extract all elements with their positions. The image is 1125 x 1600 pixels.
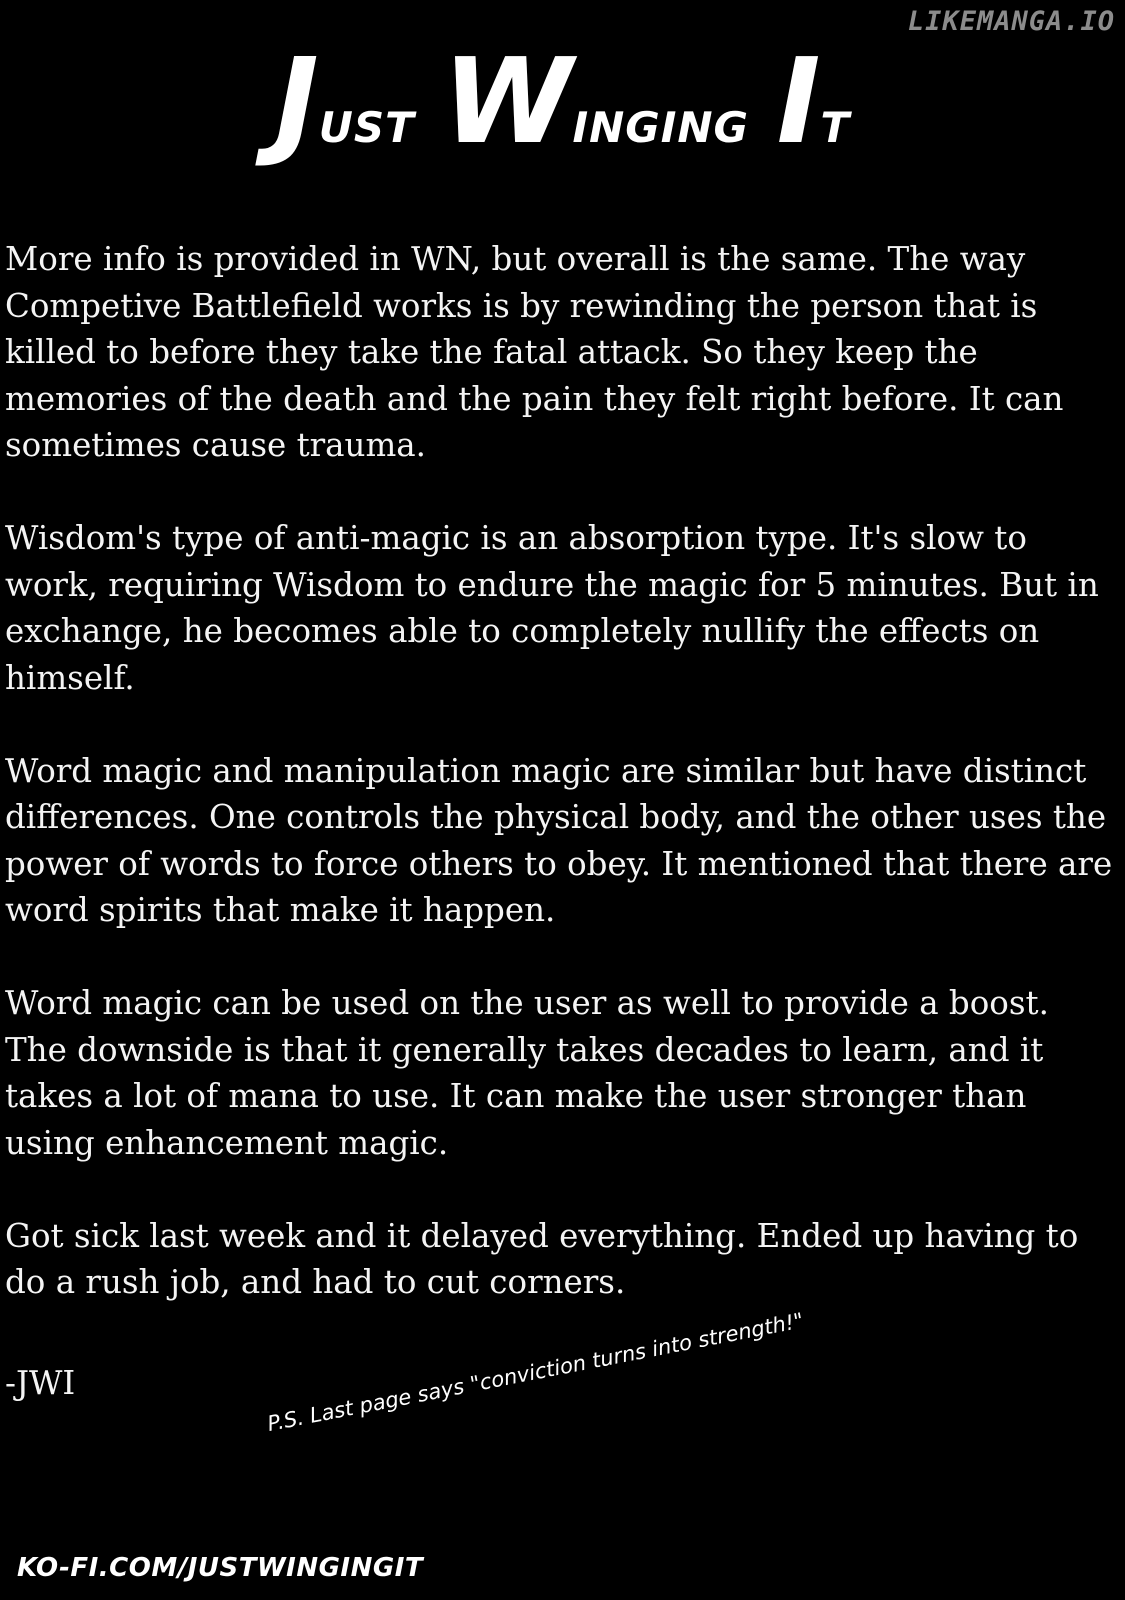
paragraph-competitive-battlefield: More info is provided in WN, but overall is the same. The way Competive Battlefield works is by rewinding the person that is killed to before they take the fatal attack. So they keep the memories of the death and the pain they felt right before. It can sometimes cause trauma. [5,240,1064,464]
logo-letter-w: W [442,32,573,170]
logo [0,32,1125,170]
logo-text-ust: UST [318,103,415,152]
translator-notes [5,236,1117,1352]
watermark-text: LIKEMANGA.IO [907,6,1115,37]
logo-text-inging: INGING [572,103,750,152]
logo-text-t: T [820,103,851,152]
logo-letter-j: J [274,32,319,170]
kofi-link: KO-FI.COM/JUSTWINGINGIT [17,1553,424,1583]
paragraph-word-magic: Word magic and manipulation magic are similar but have distinct differences. One controls the physical body, and the other uses the power of words to force others to obey. It mentioned that there are word spirits that make it happen. [5,751,1113,929]
logo-letter-i: I [776,32,821,170]
ps-note: P.S. Last page says "conviction turns into strength!" [265,1308,806,1436]
paragraph-sick-note: Got sick last week and it delayed everything. Ended up having to do a rush job, and had to cut corners. [5,1216,1079,1301]
paragraph-word-magic-boost: Word magic can be used on the user as well to provide a boost. The downside is that it generally takes decades to learn, and it takes a lot of mana to use. It can make the user stronger than using enhancement magic. [5,984,1049,1162]
paragraph-anti-magic: Wisdom's type of anti-magic is an absorption type. It's slow to work, requiring Wisdom to endure the magic for 5 minutes. But in exchange, he becomes able to completely nullify the effects on himself. [5,519,1099,697]
signature: -JWI [5,1364,76,1402]
